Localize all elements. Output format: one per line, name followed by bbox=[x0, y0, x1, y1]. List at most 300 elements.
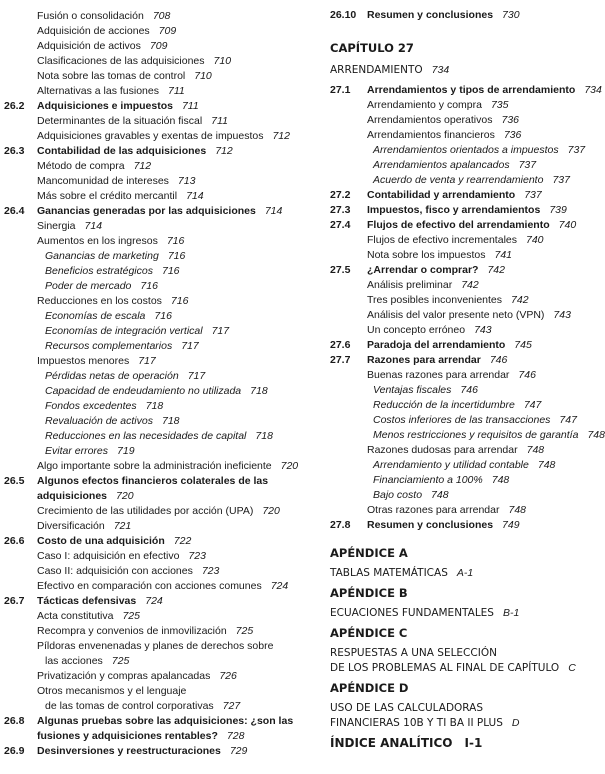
page-number: 725 bbox=[111, 655, 130, 667]
entry-title: Bajo costo bbox=[373, 489, 423, 501]
entry-line bbox=[330, 113, 598, 128]
entry-line bbox=[330, 458, 598, 473]
entry-title: Arrendamientos operativos bbox=[367, 114, 493, 126]
entry-title: ¿Arrendar o comprar? bbox=[367, 264, 479, 276]
entry-line bbox=[4, 174, 296, 189]
entry-line bbox=[4, 579, 296, 594]
toc-entry[interactable] bbox=[4, 684, 296, 714]
entry-line bbox=[330, 143, 598, 158]
page-number: 717 bbox=[211, 325, 230, 337]
entry-line bbox=[330, 278, 598, 293]
toc-entry[interactable] bbox=[330, 83, 602, 98]
entry-line bbox=[4, 444, 296, 459]
toc-entry[interactable] bbox=[330, 473, 598, 488]
toc-entry[interactable] bbox=[330, 503, 598, 518]
entry-line bbox=[4, 459, 299, 474]
appendix-title-line: DE LOS PROBLEMAS AL FINAL DE CAPÍTULO bbox=[330, 662, 560, 674]
entry-title: Ventajas fiscales bbox=[373, 384, 452, 396]
entry-title: de las tomas de control corporativas bbox=[45, 700, 214, 712]
toc-entry[interactable] bbox=[4, 414, 296, 429]
toc-entry[interactable] bbox=[4, 609, 296, 624]
appendix-title[interactable] bbox=[330, 716, 598, 731]
entry-title: Pérdidas netas de operación bbox=[45, 370, 179, 382]
toc-entry[interactable] bbox=[4, 369, 296, 384]
entry-title: Píldoras envenenadas y planes de derechos sobre bbox=[37, 640, 274, 652]
entry-title: adquisiciones bbox=[37, 490, 108, 502]
chapter-title: ARRENDAMIENTO bbox=[330, 64, 423, 76]
appendix-label: APÉNDICE C bbox=[330, 626, 408, 640]
page-number: 737 bbox=[552, 174, 570, 186]
page-number: 718 bbox=[145, 400, 164, 412]
entry-line bbox=[4, 369, 296, 384]
page-number: 716 bbox=[167, 250, 186, 262]
entry-title: Acta constitutiva bbox=[37, 610, 114, 622]
entry-title: Capacidad de endeudamiento no utilizada bbox=[45, 385, 242, 397]
entry-title: Privatización y compras apalancadas bbox=[37, 670, 211, 682]
page-number: 713 bbox=[177, 175, 196, 187]
toc-entry[interactable] bbox=[4, 639, 296, 669]
page-number: 710 bbox=[213, 55, 232, 67]
entry-line bbox=[4, 69, 296, 84]
entry-title: Contabilidad de las adquisiciones bbox=[37, 145, 207, 157]
appendix-title-line: USO DE LAS CALCULADORAS bbox=[330, 702, 484, 714]
appendix-title[interactable] bbox=[330, 646, 598, 661]
entry-title: Otros mecanismos y el lenguaje bbox=[37, 685, 187, 697]
entry-title: Adquisición de acciones bbox=[37, 25, 150, 37]
toc-entry[interactable] bbox=[4, 669, 296, 684]
toc-entry[interactable] bbox=[330, 98, 598, 113]
page-number: 716 bbox=[166, 235, 185, 247]
entry-line bbox=[4, 99, 296, 114]
entry-title: Razones dudosas para arrendar bbox=[367, 444, 518, 456]
toc-entry[interactable] bbox=[330, 278, 598, 293]
entry-line bbox=[4, 399, 296, 414]
toc-entry[interactable] bbox=[4, 459, 299, 474]
page-number: 747 bbox=[559, 414, 577, 426]
toc-entry[interactable] bbox=[4, 144, 296, 159]
page-number: 737 bbox=[518, 159, 537, 171]
toc-entry[interactable] bbox=[4, 264, 296, 279]
toc-entry[interactable] bbox=[4, 399, 296, 414]
entry-title: Método de compra bbox=[37, 160, 125, 172]
page-number: 717 bbox=[187, 370, 206, 382]
toc-entry[interactable] bbox=[4, 129, 296, 144]
appendix-block bbox=[330, 681, 598, 731]
toc-entry[interactable] bbox=[4, 579, 296, 594]
entry-line bbox=[330, 233, 598, 248]
page-number: 712 bbox=[215, 145, 233, 157]
toc-entry[interactable] bbox=[4, 474, 296, 504]
entry-title: Financiamiento a 100% bbox=[373, 474, 483, 486]
toc-entry[interactable] bbox=[330, 158, 598, 173]
toc-entry[interactable] bbox=[330, 113, 598, 128]
entry-title: Menos restricciones y requisitos de garantía bbox=[373, 429, 579, 441]
page-number: 714 bbox=[264, 205, 283, 217]
toc-entry[interactable] bbox=[4, 249, 296, 264]
page-number: 742 bbox=[487, 264, 505, 276]
section-number: 27.1 bbox=[330, 84, 351, 96]
appendix-block bbox=[330, 546, 598, 581]
page-number: 712 bbox=[133, 160, 152, 172]
entry-title: Arrendamientos y tipos de arrendamiento bbox=[367, 84, 576, 96]
page-number: 746 bbox=[489, 354, 508, 366]
toc-entry[interactable] bbox=[4, 159, 296, 174]
page-number: 735 bbox=[490, 99, 509, 111]
page-number: 734 bbox=[584, 84, 602, 96]
section-number: 27.8 bbox=[330, 519, 351, 531]
entry-title: Arrendamiento y utilidad contable bbox=[373, 459, 529, 471]
entry-line bbox=[330, 218, 598, 233]
page-number: 737 bbox=[567, 144, 586, 156]
entry-line bbox=[4, 84, 296, 99]
page-number: 718 bbox=[255, 430, 273, 442]
page-number: 748 bbox=[431, 489, 449, 501]
page-number: 718 bbox=[161, 415, 180, 427]
page-number: 729 bbox=[229, 745, 248, 757]
toc-entry[interactable] bbox=[330, 323, 598, 338]
toc-entry[interactable] bbox=[330, 458, 598, 473]
appendix-label: APÉNDICE B bbox=[330, 586, 408, 600]
page-number: 723 bbox=[201, 565, 220, 577]
entry-line bbox=[4, 534, 296, 549]
page-number: 716 bbox=[170, 295, 189, 307]
toc-entry[interactable] bbox=[4, 519, 296, 534]
entry-title: Reducciones en los costos bbox=[37, 295, 162, 307]
entry-line bbox=[330, 353, 598, 368]
toc-entry[interactable] bbox=[4, 279, 296, 294]
toc-entry[interactable] bbox=[4, 549, 296, 564]
toc-entry[interactable] bbox=[330, 128, 598, 143]
entry-line bbox=[4, 204, 296, 219]
entry-title: Paradoja del arrendamiento bbox=[367, 339, 506, 351]
entry-line bbox=[4, 639, 296, 654]
entry-title: Desinversiones y reestructuraciones bbox=[37, 745, 221, 757]
entry-line bbox=[4, 549, 296, 564]
entry-line bbox=[4, 384, 296, 399]
entry-title: Arrendamientos orientados a impuestos bbox=[373, 144, 559, 156]
entry-title: Beneficios estratégicos bbox=[45, 265, 153, 277]
entry-title: Recursos complementarios bbox=[45, 340, 173, 352]
toc-entry[interactable] bbox=[4, 429, 296, 444]
entry-line bbox=[330, 83, 602, 98]
page-number: 741 bbox=[494, 249, 513, 261]
toc-entry[interactable] bbox=[4, 99, 296, 114]
entry-line bbox=[330, 128, 598, 143]
entry-title: Economías de integración vertical bbox=[45, 325, 203, 337]
toc-entry[interactable] bbox=[330, 293, 598, 308]
entry-line bbox=[4, 624, 296, 639]
entry-line bbox=[330, 293, 598, 308]
entry-line bbox=[330, 518, 598, 533]
toc-entry[interactable] bbox=[4, 594, 296, 609]
entry-title: Fusión o consolidación bbox=[37, 10, 144, 22]
entry-title: Impuestos, fisco y arrendamientos bbox=[367, 204, 541, 216]
page-number: I-1 bbox=[464, 736, 483, 750]
toc-entry[interactable] bbox=[330, 518, 598, 533]
toc-entry[interactable] bbox=[4, 444, 296, 459]
entry-title: Tres posibles inconvenientes bbox=[367, 294, 503, 306]
entry-title: Buenas razones para arrendar bbox=[367, 369, 510, 381]
page-number: 748 bbox=[508, 504, 527, 516]
entry-title: Poder de mercado bbox=[45, 280, 132, 292]
page-number: 736 bbox=[501, 114, 520, 126]
entry-title: Fondos excedentes bbox=[45, 400, 137, 412]
page-number: 721 bbox=[113, 520, 132, 532]
page-number: 737 bbox=[524, 189, 542, 201]
entry-title: Nota sobre los impuestos bbox=[367, 249, 486, 261]
toc-entry[interactable] bbox=[4, 114, 296, 129]
page-number: 717 bbox=[138, 355, 156, 367]
section-number: 26.4 bbox=[4, 205, 25, 217]
toc-entry[interactable] bbox=[4, 294, 296, 309]
toc-right-column bbox=[330, 8, 605, 751]
toc-entry[interactable] bbox=[4, 204, 296, 219]
page-number: 746 bbox=[518, 369, 536, 381]
toc-entry[interactable] bbox=[330, 428, 605, 443]
entry-line bbox=[4, 594, 296, 609]
toc-entry[interactable] bbox=[4, 564, 296, 579]
page-number: 748 bbox=[587, 429, 605, 441]
toc-entry[interactable] bbox=[330, 488, 598, 503]
toc-entry[interactable] bbox=[4, 534, 296, 549]
page-number: 740 bbox=[526, 234, 544, 246]
entry-title: las acciones bbox=[45, 655, 103, 667]
section-number: 26.6 bbox=[4, 535, 25, 547]
entry-line bbox=[4, 39, 296, 54]
toc-entry[interactable] bbox=[4, 384, 296, 399]
toc-entry[interactable] bbox=[330, 368, 598, 383]
page-number: 718 bbox=[250, 385, 268, 397]
entry-line bbox=[4, 339, 296, 354]
toc-entry[interactable] bbox=[4, 189, 296, 204]
appendix-title-line: ECUACIONES FUNDAMENTALES bbox=[330, 607, 494, 619]
toc-entry[interactable] bbox=[330, 233, 598, 248]
page-number: 725 bbox=[235, 625, 254, 637]
page-number: 746 bbox=[460, 384, 478, 396]
toc-entry[interactable] bbox=[330, 248, 598, 263]
entry-line bbox=[4, 249, 296, 264]
entry-title: Efectivo en comparación con acciones comunes bbox=[37, 580, 262, 592]
entry-line bbox=[4, 354, 296, 369]
toc-entry[interactable] bbox=[4, 324, 296, 339]
appendix-title[interactable] bbox=[330, 701, 598, 716]
page-number: 711 bbox=[211, 115, 228, 127]
entry-line bbox=[4, 324, 296, 339]
appendix-title[interactable] bbox=[330, 566, 598, 581]
entry-line bbox=[4, 729, 296, 744]
toc-entry[interactable] bbox=[4, 174, 296, 189]
page-number: A-1 bbox=[456, 567, 474, 579]
entry-line bbox=[4, 264, 296, 279]
entry-line bbox=[330, 428, 605, 443]
page-number: 711 bbox=[181, 100, 199, 112]
entry-title: Adquisiciones gravables y exentas de impuestos bbox=[37, 130, 264, 142]
toc-entry[interactable] bbox=[4, 714, 296, 744]
entry-line bbox=[330, 263, 598, 278]
toc-entry[interactable] bbox=[330, 308, 598, 323]
toc-entry[interactable] bbox=[4, 744, 296, 759]
section-number: 27.7 bbox=[330, 354, 351, 366]
toc-entry[interactable] bbox=[330, 203, 598, 218]
section-number: 26.10 bbox=[330, 9, 357, 21]
toc-entry[interactable] bbox=[330, 398, 598, 413]
entry-line bbox=[4, 504, 296, 519]
page-number: 717 bbox=[181, 340, 199, 352]
entry-title: Arrendamientos apalancados bbox=[373, 159, 510, 171]
page-number: 726 bbox=[219, 670, 237, 682]
entry-line bbox=[330, 173, 598, 188]
entry-title: Tácticas defensivas bbox=[37, 595, 137, 607]
entry-title: Aumentos en los ingresos bbox=[37, 235, 158, 247]
section-number: 27.6 bbox=[330, 339, 351, 351]
toc-entry[interactable] bbox=[4, 504, 296, 519]
entry-title: Arrendamientos financieros bbox=[367, 129, 495, 141]
section-number: 27.4 bbox=[330, 219, 351, 231]
entry-line bbox=[4, 189, 296, 204]
entry-line bbox=[330, 203, 598, 218]
toc-entry[interactable] bbox=[330, 353, 598, 368]
entry-line bbox=[4, 219, 296, 234]
toc-entry[interactable] bbox=[330, 143, 598, 158]
entry-title: Sinergia bbox=[37, 220, 76, 232]
toc-entry[interactable] bbox=[4, 84, 296, 99]
entry-line bbox=[330, 443, 598, 458]
entry-title: Contabilidad y arrendamiento bbox=[367, 189, 516, 201]
toc-left-column bbox=[4, 9, 299, 759]
page-number: 748 bbox=[537, 459, 556, 471]
entry-line bbox=[4, 309, 296, 324]
entry-title: Adquisición de activos bbox=[37, 40, 141, 52]
toc-entry[interactable] bbox=[4, 54, 296, 69]
toc-entry[interactable] bbox=[330, 413, 598, 428]
entry-title: Flujos de efectivo del arrendamiento bbox=[367, 219, 550, 231]
entry-title: Más sobre el crédito mercantil bbox=[37, 190, 178, 202]
section-number: 27.2 bbox=[330, 189, 351, 201]
page-number: 716 bbox=[154, 310, 172, 322]
page-number: 716 bbox=[161, 265, 180, 277]
entry-line bbox=[330, 323, 598, 338]
entry-title: Evitar errores bbox=[45, 445, 109, 457]
toc-entry-26-10[interactable] bbox=[330, 8, 598, 23]
entry-line bbox=[4, 54, 296, 69]
entry-line bbox=[4, 564, 296, 579]
toc-entry[interactable] bbox=[4, 219, 296, 234]
entry-title: Ganancias generadas por las adquisiciones bbox=[37, 205, 256, 217]
entry-line bbox=[4, 9, 296, 24]
toc-entry[interactable] bbox=[4, 309, 296, 324]
entry-title: Resumen y conclusiones bbox=[367, 519, 494, 531]
entry-title: Adquisiciones e impuestos bbox=[37, 100, 173, 112]
chapter-title-entry[interactable] bbox=[330, 63, 598, 78]
toc-entry[interactable] bbox=[330, 173, 598, 188]
appendix-title[interactable] bbox=[330, 661, 598, 676]
page-number: 720 bbox=[280, 460, 299, 472]
toc-entry[interactable] bbox=[4, 69, 296, 84]
appendices bbox=[330, 546, 598, 731]
toc-entry[interactable] bbox=[4, 9, 296, 24]
entry-line bbox=[330, 188, 598, 203]
chapter-27-entries bbox=[330, 83, 605, 533]
index-entry[interactable] bbox=[330, 736, 598, 751]
page-number: 748 bbox=[491, 474, 510, 486]
entry-title: Resumen y conclusiones bbox=[367, 9, 494, 21]
page-number: 712 bbox=[272, 130, 290, 142]
page-number: 739 bbox=[549, 204, 567, 216]
page-number: 720 bbox=[262, 505, 280, 517]
entry-line bbox=[4, 24, 296, 39]
toc-entry[interactable] bbox=[330, 218, 598, 233]
entry-line bbox=[4, 414, 296, 429]
entry-line bbox=[4, 144, 296, 159]
toc-entry[interactable] bbox=[330, 443, 598, 458]
toc-entry[interactable] bbox=[4, 24, 296, 39]
page-number: 723 bbox=[188, 550, 206, 562]
page-number: 728 bbox=[226, 730, 245, 742]
entry-title: Reducciones en las necesidades de capital bbox=[45, 430, 247, 442]
toc-entry[interactable] bbox=[4, 39, 296, 54]
entry-line bbox=[4, 699, 296, 714]
entry-line bbox=[4, 654, 296, 669]
entry-line bbox=[330, 368, 598, 383]
entry-title: Arrendamiento y compra bbox=[367, 99, 482, 111]
entry-title: Reducción de la incertidumbre bbox=[373, 399, 515, 411]
page-number: 711 bbox=[167, 85, 185, 97]
entry-title: Impuestos menores bbox=[37, 355, 130, 367]
toc-entry[interactable] bbox=[4, 354, 296, 369]
toc-entry[interactable] bbox=[330, 383, 598, 398]
appendix-title-line: TABLAS MATEMÁTICAS bbox=[330, 567, 448, 579]
entry-title: Acuerdo de venta y rearrendamiento bbox=[373, 174, 544, 186]
entry-title: Economías de escala bbox=[45, 310, 146, 322]
entry-line bbox=[4, 279, 296, 294]
entry-title: Un concepto erróneo bbox=[367, 324, 466, 336]
page-number: 736 bbox=[503, 129, 522, 141]
page-number: C bbox=[568, 662, 576, 674]
appendix-title[interactable] bbox=[330, 606, 598, 621]
entry-title: Nota sobre las tomas de control bbox=[37, 70, 186, 82]
entry-line bbox=[4, 684, 296, 699]
entry-title: Otras razones para arrendar bbox=[367, 504, 500, 516]
entry-line bbox=[4, 489, 296, 504]
page-number: 716 bbox=[140, 280, 158, 292]
entry-title: Mancomunidad de intereses bbox=[37, 175, 169, 187]
entry-title: Flujos de efectivo incrementales bbox=[367, 234, 517, 246]
entry-title: Alternativas a las fusiones bbox=[37, 85, 159, 97]
entry-title: Algunos efectos financieros colaterales de las bbox=[37, 475, 269, 487]
entry-line bbox=[4, 429, 296, 444]
entry-title: Ganancias de marketing bbox=[45, 250, 159, 262]
entry-title: Revaluación de activos bbox=[45, 415, 153, 427]
page-number: 725 bbox=[122, 610, 140, 622]
page-number: 708 bbox=[152, 10, 171, 22]
toc-entry[interactable] bbox=[330, 338, 598, 353]
entry-line bbox=[4, 744, 296, 759]
page-number: 709 bbox=[149, 40, 168, 52]
page-number: 749 bbox=[502, 519, 520, 531]
toc-entry[interactable] bbox=[4, 624, 296, 639]
section-number: 26.3 bbox=[4, 145, 25, 157]
page-number: 709 bbox=[158, 25, 177, 37]
entry-title: Algo importante sobre la administración ineficiente bbox=[37, 460, 272, 472]
toc-entry[interactable] bbox=[330, 188, 598, 203]
toc-entry[interactable] bbox=[4, 339, 296, 354]
entry-line bbox=[4, 159, 296, 174]
toc-entry[interactable] bbox=[330, 263, 598, 278]
section-number: 26.2 bbox=[4, 100, 25, 112]
page-number: 740 bbox=[558, 219, 577, 231]
page-number: 743 bbox=[474, 324, 492, 336]
toc-entry[interactable] bbox=[4, 234, 296, 249]
